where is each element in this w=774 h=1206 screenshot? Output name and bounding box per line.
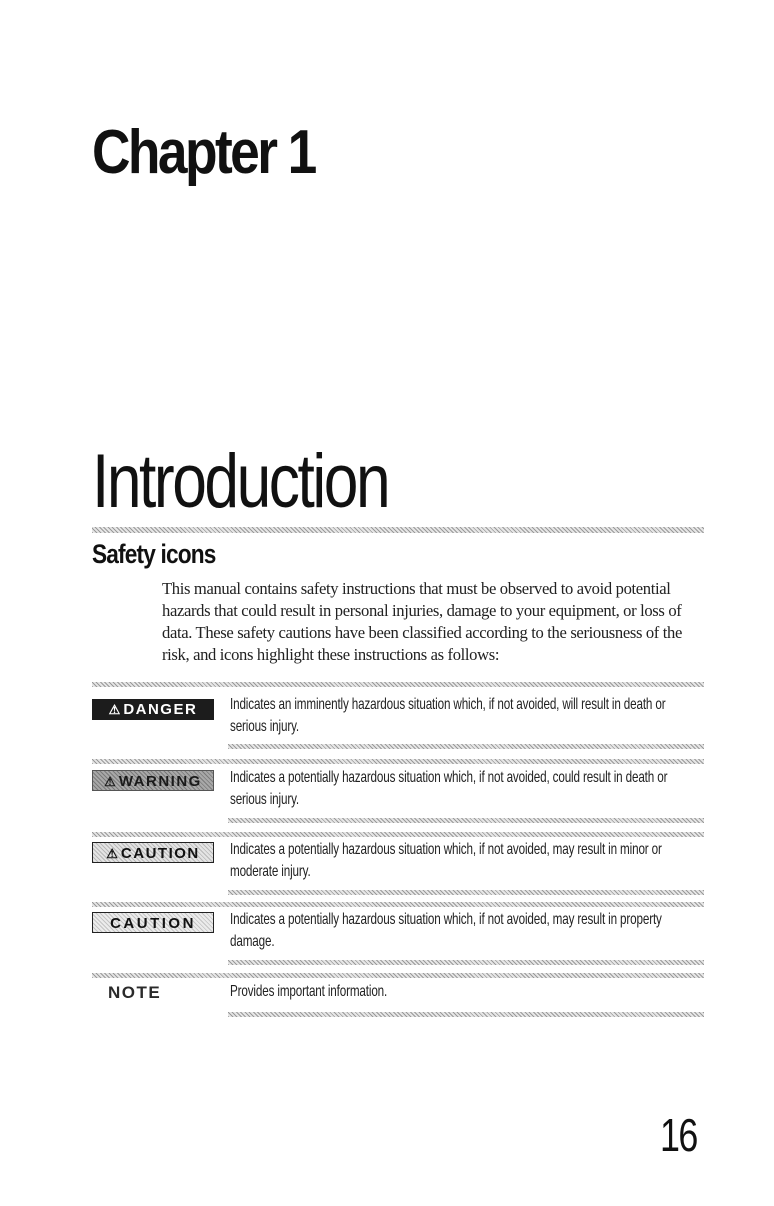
section-divider [92,682,704,687]
note-description: Provides important information. [230,983,388,1000]
warning-triangle-icon: ⚠ [108,702,121,717]
caution-property-divider [228,960,704,965]
note-divider [228,1012,704,1017]
section-intro: This manual contains safety instructions that must be observed to avoid potential hazards that could result in personal injuries, damage to your equipment, or loss of data. These safety cautions have been classified according to the seriousness of the risk, and icons highlight these instructions as follows: [162,579,683,664]
warning-triangle-icon: ⚠ [106,846,118,861]
caution-injury-description: Indicates a potentially hazardous situation which, if not avoided, may result in minor or moderate injury. [230,841,662,880]
danger-description: Indicates an imminently hazardous situation which, if not avoided, will result in death or serious injury. [230,696,666,735]
danger-badge-label: DANGER [123,701,198,718]
chapter-label: Chapter 1 [92,118,315,187]
page-number: 16 [660,1109,697,1161]
warning-triangle-icon: ⚠ [104,774,116,789]
caution-injury-divider [228,890,704,895]
caution-injury-badge-label: CAUTION [120,845,200,862]
caution-property-badge [92,912,214,933]
item-divider [92,832,704,837]
danger-divider [228,744,704,749]
warning-description: Indicates a potentially hazardous situation which, if not avoided, could result in death or serious injury. [230,769,668,808]
warning-badge [92,770,214,791]
caution-property-description: Indicates a potentially hazardous situation which, if not avoided, may result in property damage. [230,911,662,950]
section-heading: Safety icons [92,539,216,569]
item-divider [92,902,704,907]
item-divider [92,759,704,764]
item-divider [92,973,704,978]
title-divider [92,527,704,533]
chapter-title: Introduction [92,439,389,524]
caution-property-badge-label: CAUTION [110,915,196,932]
warning-badge-label: WARNING [118,773,202,790]
warning-divider [228,818,704,823]
danger-badge [92,699,214,720]
note-badge: NOTE [108,983,162,1002]
caution-injury-badge [92,842,214,863]
